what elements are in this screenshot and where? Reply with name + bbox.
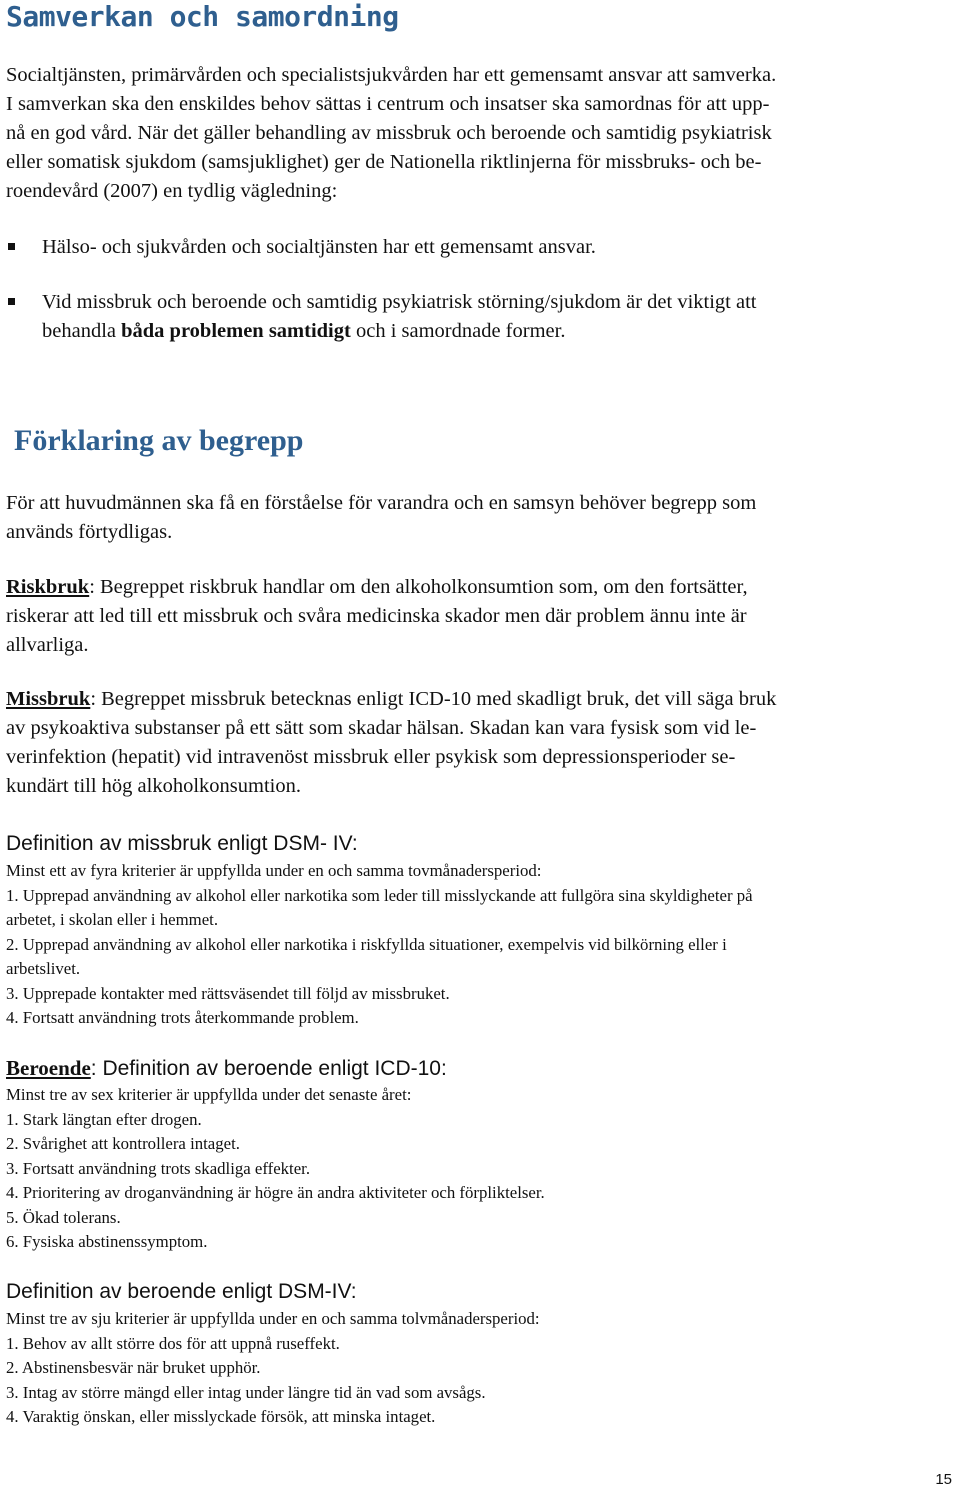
bullet-text-line2 xyxy=(42,317,946,346)
square-bullet-icon xyxy=(8,243,15,250)
intro-line: Socialtjänsten, primärvården och specialistsjukvården har ett gemensamt ansvar att samverka. xyxy=(6,64,777,86)
list-item: arbetet, i skolan eller i hemmet. xyxy=(6,910,219,929)
text-line xyxy=(6,685,946,714)
list-item: 5. Ökad tolerans. xyxy=(6,1207,121,1227)
list-item: 4. Fortsatt användning trots återkommande problem. xyxy=(6,1008,359,1027)
term-beroende: Beroende xyxy=(6,1056,91,1080)
section-heading: Förklaring av begrepp xyxy=(14,424,304,457)
text-line: riskerar att led till ett missbruk och svåra medicinska skador men där problem ännu inte är xyxy=(6,605,747,627)
term-missbruk: Missbruk xyxy=(6,688,91,710)
list-item: 1. Stark längtan efter drogen. xyxy=(6,1109,202,1129)
term-riskbruk: Riskbruk xyxy=(6,576,90,598)
bullet-text: Vid missbruk och beroende och samtidig psykiatrisk störning/sjukdom är det viktigt att xyxy=(42,291,757,313)
list-item: 2. Svårighet att kontrollera intaget. xyxy=(6,1134,240,1153)
list-item: 2. Upprepad användning av alkohol eller narkotika i riskfyllda situationer, exempelvis vid bilkörning eller i xyxy=(6,934,727,954)
intro-line: eller somatisk sjukdom (samsjuklighet) ger de Nationella riktlinjerna för missbruks- och be- xyxy=(6,151,762,173)
text-part: : Begreppet missbruk betecknas enligt ICD-10 med skadligt bruk, det vill säga bruk xyxy=(90,688,777,710)
intro-line: nå en god vård. När det gäller behandling av missbruk och beroende och samtidig psykiatrisk xyxy=(6,122,772,144)
dsm-missbruk-criteria xyxy=(6,859,946,1031)
text-line: allvarliga. xyxy=(6,634,89,656)
list-item: 4. Prioritering av droganvändning är högre än andra aktiviteter och förpliktelser. xyxy=(6,1183,545,1202)
missbruk-paragraph xyxy=(6,685,946,801)
list-item xyxy=(6,233,946,262)
text-line: används förtydligas. xyxy=(6,521,173,543)
guideline-list xyxy=(6,288,946,346)
list-item: arbetslivet. xyxy=(6,959,81,978)
riskbruk-paragraph xyxy=(6,573,946,660)
square-bullet-icon xyxy=(8,298,15,305)
intro-line: I samverkan ska den enskildes behov sättas i centrum och insatser ska samordnas för att upp- xyxy=(6,93,770,115)
list-item: 1. Behov av allt större dos för att uppnå ruseffekt. xyxy=(6,1333,340,1353)
page-number: 15 xyxy=(935,1471,952,1488)
beroende-dsm-criteria xyxy=(6,1307,946,1430)
text-line: verinfektion (hepatit) vid intravenöst missbruk eller psykisk som depressionsperioder se- xyxy=(6,746,736,768)
list-item: 3. Upprepade kontakter med rättsväsendet till följd av missbruket. xyxy=(6,983,450,1003)
beroende-dsm-heading: Definition av beroende enligt DSM-IV: xyxy=(6,1280,357,1303)
list-item: 2. Abstinensbesvär när bruket upphör. xyxy=(6,1358,261,1377)
intro-line: roendevård (2007) en tydlig vägledning: xyxy=(6,180,338,202)
list-item: 4. Varaktig önskan, eller misslyckade försök, att minska intaget. xyxy=(6,1407,436,1426)
list-item: 3. Fortsatt användning trots skadliga effekter. xyxy=(6,1158,311,1178)
bullet-text: Hälso- och sjukvården och socialtjänsten har ett gemensamt ansvar. xyxy=(42,236,596,258)
criteria-intro: Minst tre av sex kriterier är uppfyllda under det senaste året: xyxy=(6,1085,412,1104)
main-heading: Samverkan och samordning xyxy=(6,0,399,33)
text-line: av psykoaktiva substanser på ett sätt som skadar hälsan. Skadan kan vara fysisk som vid le- xyxy=(6,717,757,739)
criteria-intro: Minst ett av fyra kriterier är uppfyllda under en och samma tovmånadersperiod: xyxy=(6,861,542,880)
intro-paragraph xyxy=(6,61,946,206)
criteria-intro: Minst tre av sju kriterier är uppfyllda under en och samma tolvmånadersperiod: xyxy=(6,1309,540,1328)
bullet-text-part: behandla xyxy=(42,320,122,342)
list-item xyxy=(6,288,946,346)
text-line: För att huvudmännen ska få en förståelse för varandra och en samsyn behöver begrepp som xyxy=(6,492,757,514)
text-part: : Begreppet riskbruk handlar om den alkoholkonsumtion som, om den fortsätter, xyxy=(89,576,748,598)
guideline-list xyxy=(6,233,946,262)
beroende-icd-criteria xyxy=(6,1083,946,1255)
text-line: kundärt till hög alkoholkonsumtion. xyxy=(6,775,301,797)
bullet-text-part: och i samordnade former. xyxy=(350,320,566,342)
text-line xyxy=(6,573,946,602)
list-item: 1. Upprepad användning av alkohol eller narkotika som leder till misslyckande att fullgöra sina skyldigheter på xyxy=(6,885,753,905)
bullet-emphasis: båda problemen samtidigt xyxy=(121,320,351,342)
dsm-missbruk-heading: Definition av missbruk enligt DSM- IV: xyxy=(6,832,358,855)
explain-paragraph xyxy=(6,489,946,547)
heading-part: : Definition av beroende enligt ICD-10: xyxy=(90,1057,447,1080)
list-item: 3. Intag av större mängd eller intag under längre tid än vad som avsågs. xyxy=(6,1382,486,1402)
list-item: 6. Fysiska abstinenssymptom. xyxy=(6,1232,208,1251)
beroende-icd-heading xyxy=(6,1054,447,1083)
